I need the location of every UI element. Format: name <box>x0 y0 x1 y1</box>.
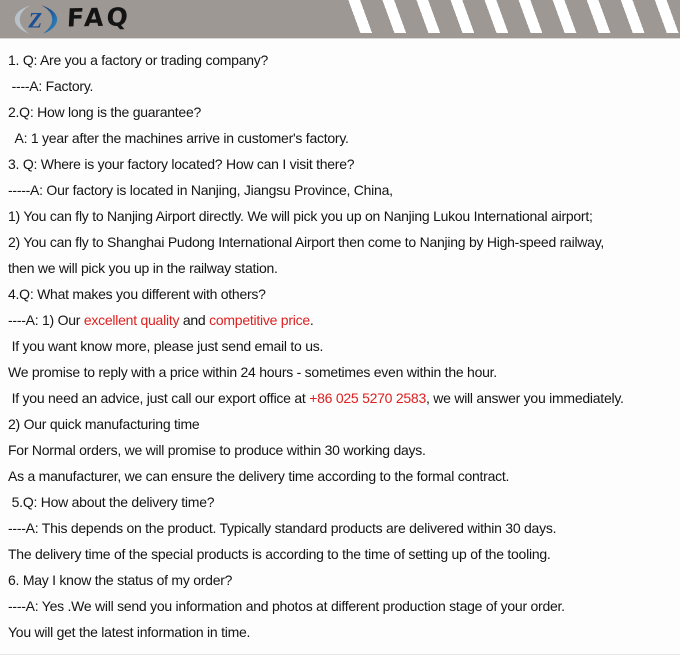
faq-line <box>8 437 674 463</box>
faq-text-highlight: competitive price <box>209 312 310 328</box>
faq-text: 2.Q: How long is the guarantee? <box>8 104 202 120</box>
header-bar <box>0 0 680 38</box>
faq-line <box>8 619 674 645</box>
faq-text: 2) Our quick manufacturing time <box>8 416 200 432</box>
faq-text: and <box>179 312 210 328</box>
faq-line <box>8 47 674 73</box>
faq-line <box>8 177 674 203</box>
faq-line <box>8 489 674 515</box>
page-title: FAQ <box>66 2 132 33</box>
faq-text: For Normal orders, we will promise to produce within 30 working days. <box>8 442 426 458</box>
faq-line <box>8 463 674 489</box>
faq-line <box>8 125 674 151</box>
faq-line <box>8 567 674 593</box>
svg-text:Z: Z <box>28 7 43 33</box>
faq-line <box>8 73 674 99</box>
faq-line <box>8 541 674 567</box>
faq-line <box>8 281 674 307</box>
faq-text: . <box>309 312 314 328</box>
faq-text: ----A: 1) Our <box>8 312 84 328</box>
faq-text: 2) You can fly to Shanghai Pudong International Airport then come to Nanjing by High-speed railway, <box>8 234 605 250</box>
faq-line <box>8 203 674 229</box>
faq-line <box>8 333 674 359</box>
faq-text: 1. Q: Are you a factory or trading company? <box>8 52 269 68</box>
faq-line <box>8 411 674 437</box>
faq-line <box>8 151 674 177</box>
faq-content <box>0 38 680 645</box>
faq-text: The delivery time of the special products is according to the time of setting up of the tooling. <box>8 546 551 562</box>
faq-text: then we will pick you up in the railway station. <box>8 260 278 276</box>
faq-text: 6. May I know the status of my order? <box>8 572 233 588</box>
faq-text: 5.Q: How about the delivery time? <box>8 494 215 510</box>
faq-text-highlight: excellent quality <box>83 312 180 328</box>
faq-line <box>8 515 674 541</box>
faq-text: We promise to reply with a price within 24 hours - sometimes even within the hour. <box>8 364 497 380</box>
faq-text: -----A: Our factory is located in Nanjing, Jiangsu Province, China, <box>8 182 393 198</box>
faq-text: ----A: Factory. <box>8 78 94 94</box>
faq-text: As a manufacturer, we can ensure the delivery time according to the formal contract. <box>8 468 510 484</box>
faq-line <box>8 359 674 385</box>
faq-text: If you want know more, please just send email to us. <box>8 338 324 354</box>
faq-text: ----A: This depends on the product. Typically standard products are delivered within 30 days. <box>8 520 557 536</box>
faq-line <box>8 99 674 125</box>
z-swoosh-logo-icon <box>13 4 59 35</box>
faq-line <box>8 385 674 411</box>
faq-text: A: 1 year after the machines arrive in customer's factory. <box>8 130 349 146</box>
faq-line <box>8 229 674 255</box>
faq-text: ----A: Yes .We will send you information and photos at different production stage of your order. <box>8 598 565 614</box>
faq-text: , we will answer you immediately. <box>426 390 624 406</box>
faq-text: If you need an advice, just call our export office at <box>8 390 310 406</box>
faq-text: 1) You can fly to Nanjing Airport directly. We will pick you up on Nanjing Lukou International airport; <box>8 208 593 224</box>
faq-text-highlight: +86 025 5270 2583 <box>309 390 427 406</box>
faq-line <box>8 255 674 281</box>
faq-text: You will get the latest information in time. <box>8 624 251 640</box>
faq-line <box>8 307 674 333</box>
faq-text: 4.Q: What makes you different with others? <box>8 286 266 302</box>
faq-line <box>8 593 674 619</box>
faq-text: 3. Q: Where is your factory located? How can I visit there? <box>8 156 355 172</box>
diagonal-stripes-decoration <box>338 0 680 33</box>
